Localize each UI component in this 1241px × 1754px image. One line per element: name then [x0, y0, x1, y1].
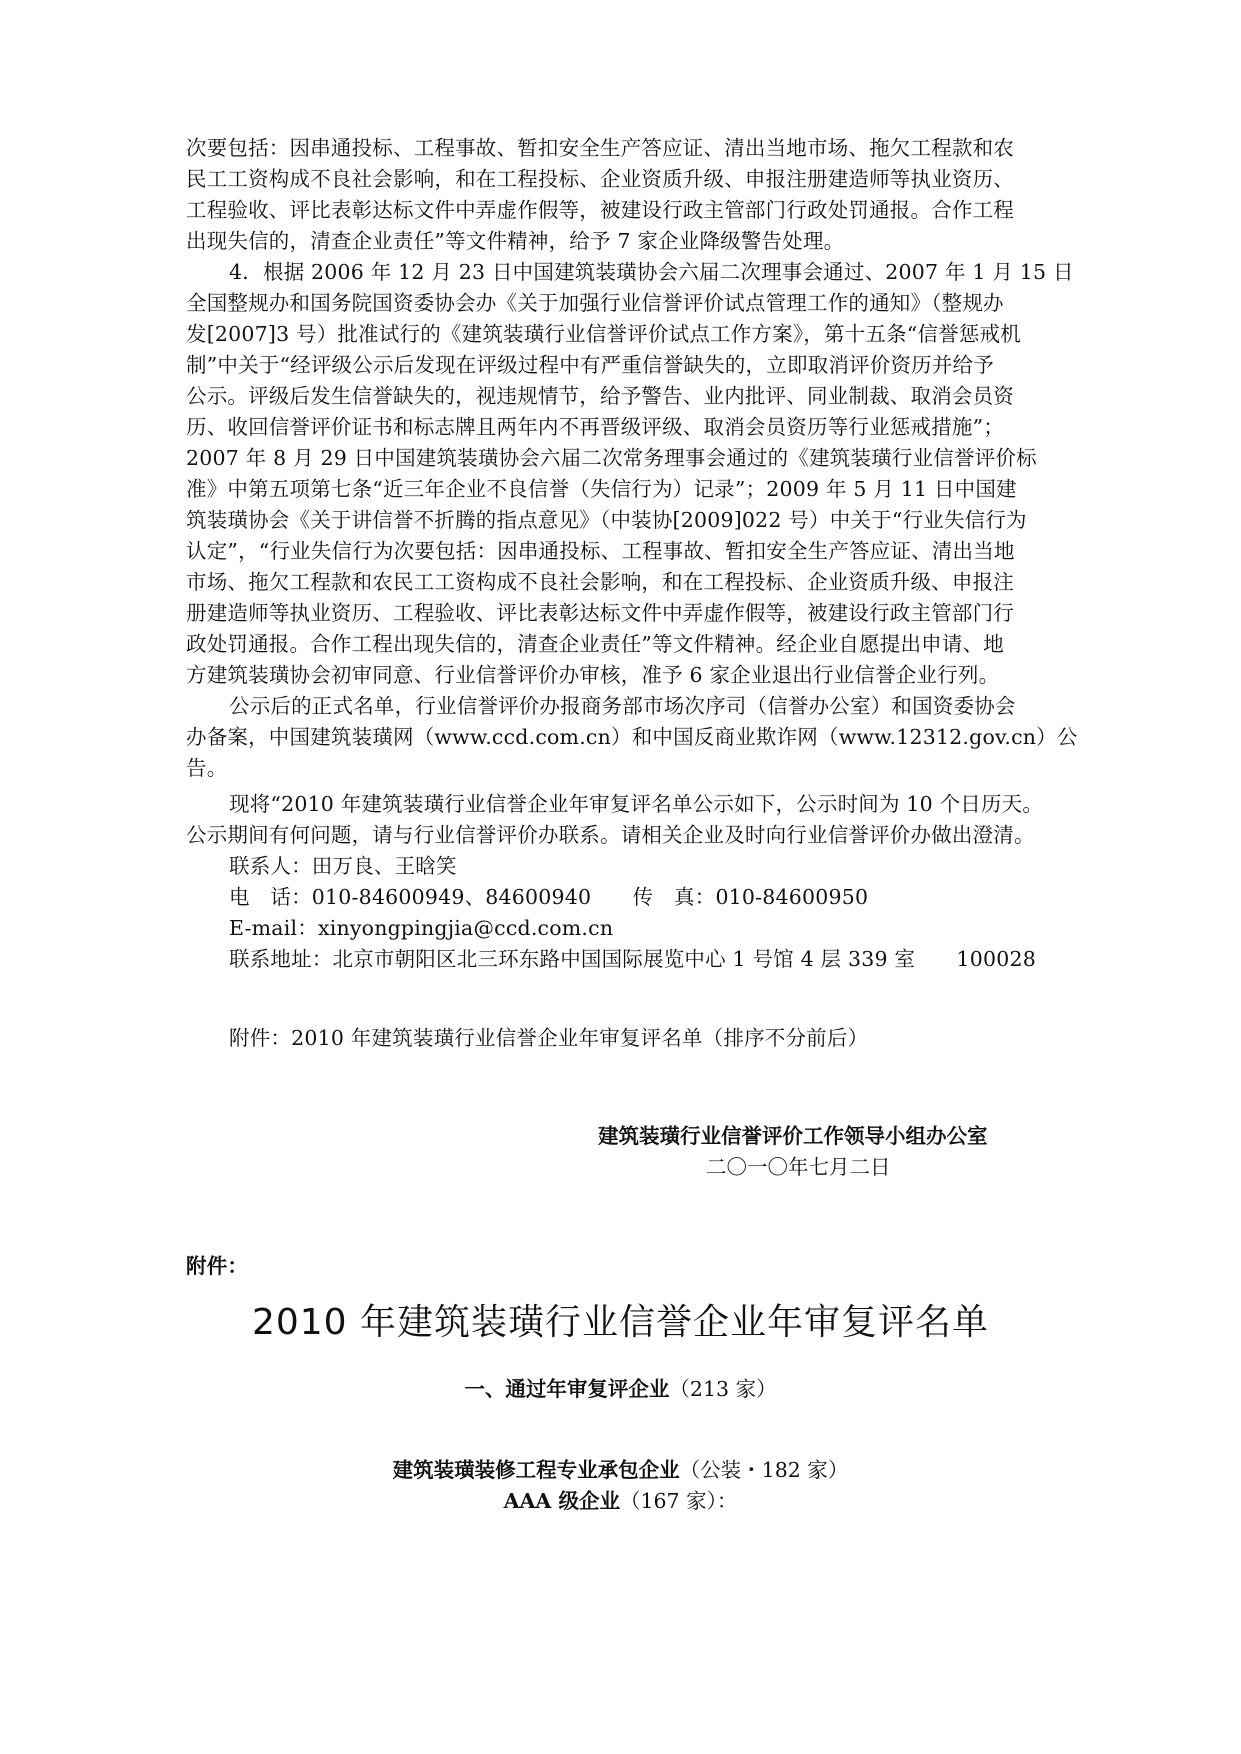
section-heading-text: 一、通过年审复评企业: [464, 1377, 670, 1401]
category-heading-text: 建筑装璜装修工程专业承包企业: [392, 1458, 680, 1482]
attachment-note: 附件：2010 年建筑装璜行业信誉企业年审复评名单（排序不分前后）: [229, 1026, 869, 1050]
category-heading-count: （公装・182 家）: [679, 1458, 849, 1482]
body-line: 方建筑装璜协会初审同意、行业信誉评价办审核，准予 6 家企业退出行业信誉企业行列。: [186, 663, 1000, 687]
body-line: 公示期间有何问题，请与行业信誉评价办联系。请相关企业及时向行业信誉评价办做出澄清。: [186, 823, 1035, 847]
section-heading: [0, 1373, 1241, 1405]
body-line: 准》中第五项第七条“近三年企业不良信誉（失信行为）记录”；2009 年 5 月 11 日中国建: [186, 477, 1017, 501]
contact-email: E-mail：xinyongpingjia@ccd.com.cn: [229, 916, 614, 940]
contact-address: 联系地址：北京市朝阳区北三环东路中国国际展览中心 1 号馆 4 层 339 室 100028: [229, 947, 1036, 971]
body-line: 现将“2010 年建筑装璜行业信誉企业年审复评名单公示如下，公示时间为 10 个日历天。: [229, 792, 1044, 816]
level-heading-text: AAA 级企业: [503, 1489, 620, 1513]
category-heading: [0, 1454, 1241, 1486]
contact-person: 联系人：田万良、王晗笑: [229, 854, 457, 878]
signature-org: 建筑装璜行业信誉评价工作领导小组办公室: [598, 1124, 988, 1148]
body-line: 市场、拖欠工程款和农民工工资构成不良社会影响，和在工程投标、企业资质升级、申报注: [186, 570, 1014, 594]
annex-label: 附件：: [186, 1254, 249, 1278]
body-line: 发[2007]3 号）批准试行的《建筑装璜行业信誉评价试点工作方案》，第十五条“信誉惩戒机: [186, 322, 1021, 346]
body-line: 公示。评级后发生信誉缺失的，视违规情节，给予警告、业内批评、同业制裁、取消会员资: [186, 384, 1014, 408]
body-line: 册建造师等执业资历、工程验收、评比表彰达标文件中弄虚作假等，被建设行政主管部门行: [186, 601, 1014, 625]
body-line: 认定”，“行业失信行为次要包括：因串通投标、工程事故、暂扣安全生产答应证、清出当地: [186, 539, 1015, 563]
body-line: 制”中关于“经评级公示后发现在评级过程中有严重信誉缺失的，立即取消评价资历并给予: [186, 353, 994, 377]
body-line: 政处罚通报。合作工程出现失信的，清查企业责任”等文件精神。经企业自愿提出申请、地: [186, 632, 1004, 656]
signature-date: 二〇一〇年七月二日: [706, 1155, 891, 1179]
body-line: 4．根据 2006 年 12 月 23 日中国建筑装璜协会六届二次理事会通过、2007 年 1 月 15 日: [229, 260, 1074, 284]
level-heading: [0, 1485, 1241, 1517]
body-line: 公示后的正式名单，行业信誉评价办报商务部市场次序司（信誉办公室）和国资委协会: [229, 694, 1016, 718]
body-line: 次要包括：因串通投标、工程事故、暂扣安全生产答应证、清出当地市场、拖欠工程款和农: [186, 136, 1014, 160]
body-line: 历、收回信誉评价证书和标志牌且两年内不再晋级评级、取消会员资历等行业惩戒措施”；: [186, 415, 1004, 439]
body-line: 筑装璜协会《关于讲信誉不折腾的指点意见》（中装协[2009]022 号）中关于“行业失信行为: [186, 508, 1027, 532]
body-line: 出现失信的，清查企业责任”等文件精神，给予 7 家企业降级警告处理。: [186, 229, 845, 253]
section-heading-count: （213 家）: [669, 1377, 777, 1401]
level-heading-count: （167 家）：: [619, 1489, 738, 1513]
annex-title: 2010 年建筑装璜行业信誉企业年审复评名单: [251, 1302, 990, 1343]
contact-phone: 电 话：010-84600949、84600940 传 真：010-84600950: [229, 885, 869, 909]
body-line: 2007 年 8 月 29 日中国建筑装璜协会六届二次常务理事会通过的《建筑装璜行业信誉评价标: [186, 446, 1037, 470]
body-line: 工程验收、评比表彰达标文件中弄虚作假等，被建设行政主管部门行政处罚通报。合作工程: [186, 198, 1014, 222]
body-line: 全国整规办和国务院国资委协会办《关于加强行业信誉评价试点管理工作的通知》（整规办: [186, 291, 1004, 315]
body-line: 办备案，中国建筑装璜网（www.ccd.com.cn）和中国反商业欺诈网（www.12312.gov.cn）公: [186, 725, 1078, 749]
body-line: 告。: [186, 756, 228, 780]
body-line: 民工工资构成不良社会影响，和在工程投标、企业资质升级、申报注册建造师等执业资历、: [186, 167, 1014, 191]
